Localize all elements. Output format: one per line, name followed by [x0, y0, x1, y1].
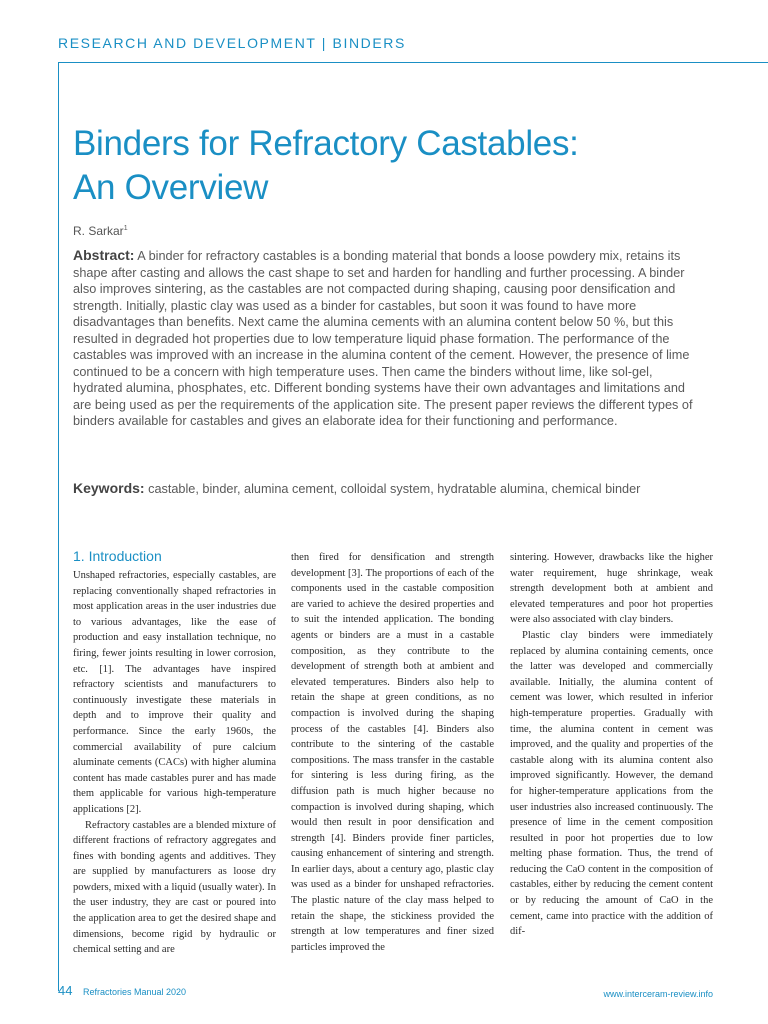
frame-top-rule [58, 62, 768, 63]
page-footer [58, 983, 713, 1003]
paragraph: Unshaped refractories, especially castables, are replacing conventionally shaped refractories in most application areas in the user industries due to various advantages, like the ease of production and easy installation technique, no firing, fewer joints resulting in lower corrosion, etc. [1]. The advantages have inspired refractory scientists and manufacturers to continuously investigate these materials in depth and to improve their quality and performance. Since the early 1960s, the commercial availability of pure calcium aluminate cements (CACs) with higher alumina content has made castables purer and has made them applicable for various high-temperature applications [2]. [73, 570, 276, 815]
frame-left-rule [58, 62, 59, 991]
paragraph: then fired for densification and strength development [3]. The proportions of each of the components used in the castable composition are varied to achieve the desired properties and to suit the intended application. The bonding agents or binders are a must in a castable composition, as they contribute to the development of strength both at ambient and elevated temperatures. Binders also help to retain the shape at green conditions, as no compaction is involved during the shaping process of the castables [4]. Binders also contribute to the sintering of the castable compositions. The mass transfer in the castable for sintering is less during firing, as the diffusion path is much higher because no compaction is involved during shaping, which would then result in poor densification and strength [4]. Binders provide finer particles, causing enhancement of sintering and strength. In earlier days, about a century ago, plastic clay was used as a binder for unshaped refractories. The plastic nature of the clay mass helped to retain the shape, the stickiness provided the strength at low temperatures and finer sized particles improved the [291, 552, 494, 953]
title-line-2: An Overview [73, 168, 269, 207]
abstract-text: A binder for refractory castables is a bonding material that bonds a loose powdery mix, retains its shape after casting and allows the cast shape to set and harden for handling and further processing. A binder also improves sintering, as the castables are not compacted during shaping, causing poor densification and strength. Initially, plastic clay was used as a binder for castables, but soon it was found to have more disadvantages than benefits. Next came the alumina cements with an alumina content below 50 %, but this resulted in degraded hot properties due to low temperature liquid phase formation. The performance of the castables was improved with an increase in the alumina content of the cement. However, the presence of lime continued to be a concern with high temperature uses. Then came the binders without lime, like sol-gel, hydrated alumina, phosphates, etc. Different bonding systems have their own advantages and limitations and are being used as per the requirements of the application site. The present paper reviews the different types of binders available for castables and gives an elaborate idea for their functioning and performance. [73, 249, 693, 428]
title-line-1: Binders for Refractory Castables: [73, 124, 579, 163]
author [73, 224, 128, 238]
section-header: RESEARCH AND DEVELOPMENT | BINDERS [58, 35, 406, 51]
paragraph: Refractory castables are a blended mixture of different fractions of refractory aggregates and fines with bonding agents and additives. They are supplied by manufacturers as loose dry powders, mixed with a liquid (usually water). In the user industry, they are cast or poured into the application area to get the desired shape and dimensions, become rigid by hydraulic or chemical setting and are [73, 819, 276, 956]
abstract-label: Abstract: [73, 247, 135, 263]
paragraph: sintering. However, drawbacks like the higher water requirement, huge shrinkage, weak strength development both at ambient and elevated temperatures and poor hot properties were also associated with clay binders. [510, 552, 713, 626]
body-column-3 [510, 550, 713, 940]
body-column-2 [291, 550, 494, 955]
paragraph: Plastic clay binders were immediately replaced by alumina containing cements, once the latter was developed and commercially available. Initially, the alumina content of cement was lower, which resulted in inferior high-temperature properties. Gradually with time, the alumina content in cement was improved, and the quality and properties of the castable along with its alumina content also improved significantly. However, the demand for higher-temperature applications from the user industries also increased continuously. The presence of lime in the cement composition resulted in poor hot properties due to low melting phase formation. Thus, the trend of reducing the CaO content in the composition of castables, either by reducing the cement content or by reducing the amount of CaO in the cement, came into practice with the addition of dif- [510, 629, 713, 938]
body-column-1 [73, 546, 276, 958]
article-title [73, 122, 753, 210]
abstract [73, 247, 693, 430]
keywords-text: castable, binder, alumina cement, colloidal system, hydratable alumina, chemical binder [148, 482, 641, 496]
page-number: 44 [58, 983, 73, 998]
website-link[interactable]: www.interceram-review.info [603, 989, 713, 999]
keywords [73, 480, 723, 496]
author-footnote-mark: 1 [123, 225, 128, 232]
section-heading-introduction: 1. Introduction [73, 548, 162, 564]
publication-name: Refractories Manual 2020 [82, 987, 187, 997]
keywords-label: Keywords: [73, 480, 145, 496]
author-name: R. Sarkar [73, 224, 124, 238]
